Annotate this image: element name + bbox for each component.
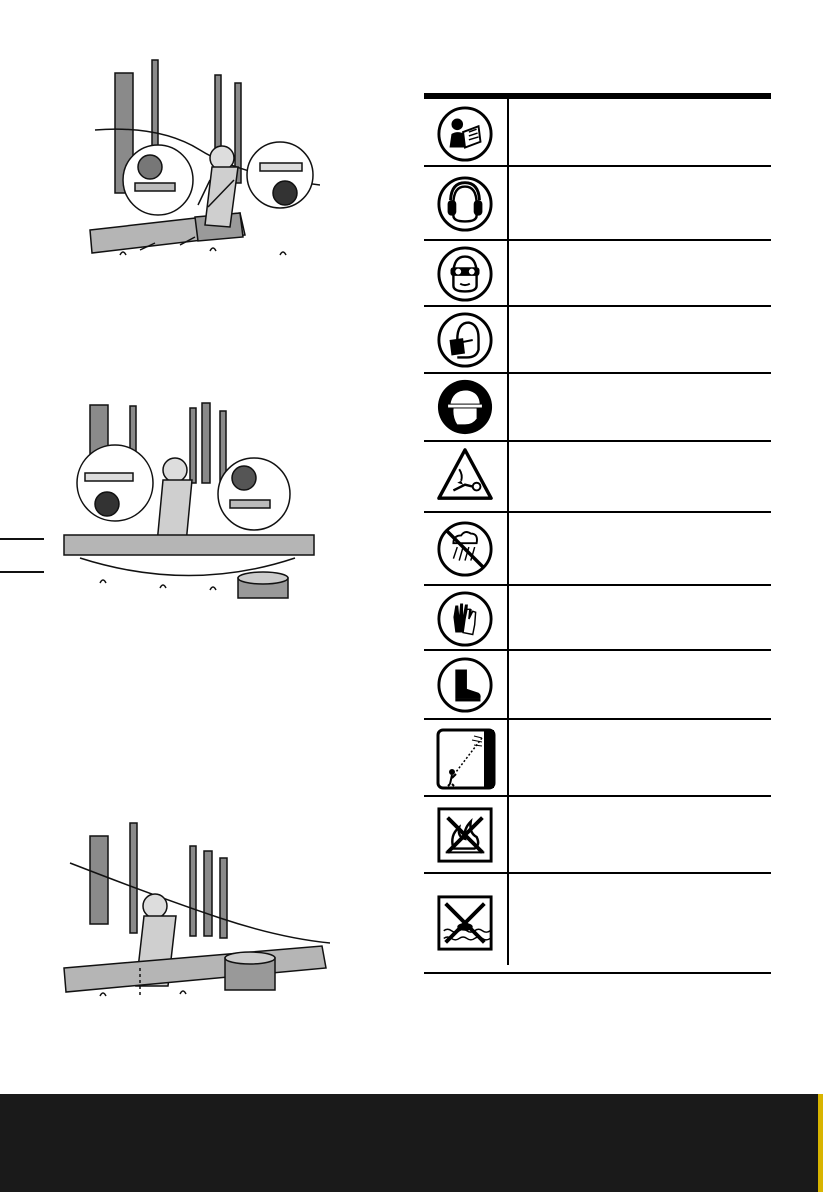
symbol-row [424,513,771,586]
side-tab-line-top [0,538,44,540]
symbol-row [424,797,771,874]
symbol-row [424,374,771,442]
eye-protection-icon [436,245,494,303]
read-manual-icon [436,105,494,163]
dust-mask-icon [436,311,494,369]
footer-accent-edge [818,1094,823,1192]
safety-symbols-table [424,93,771,973]
ear-protection-icon [436,175,494,233]
protective-gloves-icon [436,590,494,648]
log-on-stump-cutting-illustration [60,818,330,998]
log-supported-both-ends-cutting-illustration [60,398,320,606]
symbol-row [424,167,771,241]
symbol-row [424,99,771,167]
no-water-dumping-icon [436,894,494,952]
symbol-row [424,307,771,374]
symbol-row [424,720,771,797]
no-rain-icon [436,520,494,578]
overhead-cutting-icon [436,728,496,790]
symbol-row [424,241,771,307]
protective-boots-icon [436,656,494,714]
footer-band [0,1094,823,1192]
log-on-ground-cutting-illustration [80,55,320,270]
symbol-row [424,874,771,974]
symbol-row [424,651,771,720]
side-tab-line-bottom [0,571,44,573]
symbol-row [424,442,771,513]
no-burning-icon [436,806,494,864]
symbol-row [424,586,771,651]
head-protection-icon [436,378,494,436]
kickback-warning-icon [436,446,494,504]
